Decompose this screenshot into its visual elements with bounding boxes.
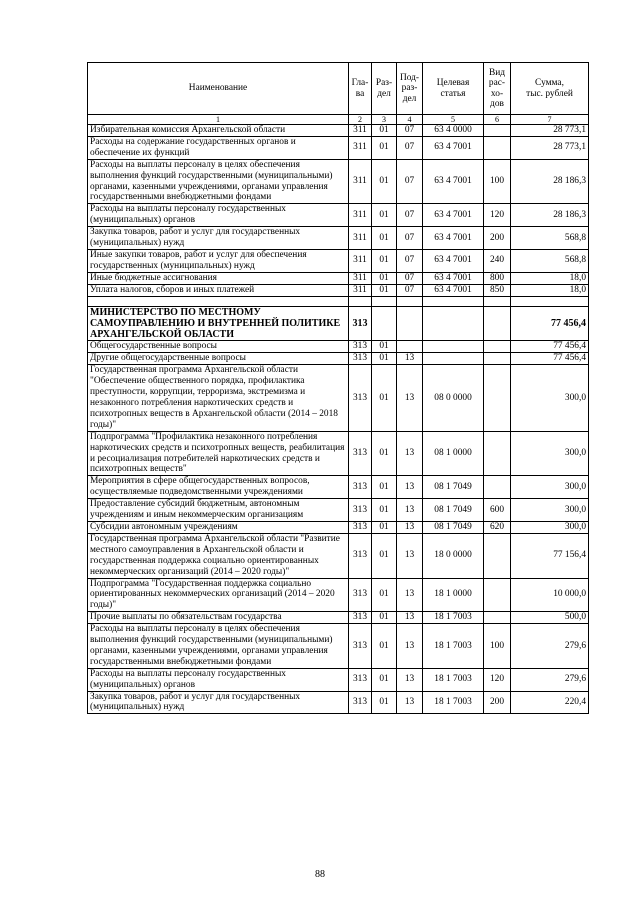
row-name: Расходы на выплаты персоналу государственных (муниципальных) органов bbox=[88, 204, 349, 227]
row-amount: 77 456,4 bbox=[511, 353, 589, 365]
row-name: Государственная программа Архангельской области "Обеспечение общественного порядка, профилактика преступности, коррупции, терроризма, экстремизма и незаконного потребления наркотических средств и психотропных веществ в Архангельской области (2014 – 2018 годы)" bbox=[88, 365, 349, 431]
table-row bbox=[88, 521, 589, 533]
row-name: Субсидии автономным учреждениям bbox=[88, 521, 349, 533]
column-number: 7 bbox=[511, 115, 589, 125]
row-subsection: 07 bbox=[397, 249, 423, 272]
row-name: Иные бюджетные ассигнования bbox=[88, 272, 349, 284]
row-section: 01 bbox=[372, 272, 397, 284]
row-name: Общегосударственные вопросы bbox=[88, 341, 349, 353]
row-name: Расходы на выплаты персоналу в целях обеспечения выполнения функций государственными (муниципальными) органами, казенными учреждениями, органами управления государственными внебюджетными фондами bbox=[88, 159, 349, 204]
spacer-row bbox=[88, 296, 589, 306]
table-row bbox=[88, 691, 589, 714]
row-chapter: 313 bbox=[349, 691, 372, 714]
row-target: 08 1 7049 bbox=[423, 499, 484, 522]
row-amount: 18,0 bbox=[511, 284, 589, 296]
row-expense-type bbox=[484, 533, 511, 578]
row-subsection: 13 bbox=[397, 365, 423, 431]
table-row bbox=[88, 125, 589, 137]
table-row bbox=[88, 249, 589, 272]
row-expense-type: 100 bbox=[484, 624, 511, 669]
row-expense-type bbox=[484, 353, 511, 365]
column-number: 3 bbox=[372, 115, 397, 125]
table-row bbox=[88, 136, 589, 159]
row-target: 08 1 7049 bbox=[423, 521, 484, 533]
row-chapter: 313 bbox=[349, 353, 372, 365]
header-amount: Сумма, тыс. рублей bbox=[511, 63, 589, 115]
row-target bbox=[423, 306, 484, 341]
row-chapter: 313 bbox=[349, 499, 372, 522]
row-target bbox=[423, 353, 484, 365]
table-row bbox=[88, 341, 589, 353]
header-target: Целевая статья bbox=[423, 63, 484, 115]
row-name: Избирательная комиссия Архангельской области bbox=[88, 125, 349, 137]
row-name: Закупка товаров, работ и услуг для государственных (муниципальных) нужд bbox=[88, 691, 349, 714]
header-section: Раз- дел bbox=[372, 63, 397, 115]
column-number-row bbox=[88, 115, 589, 125]
budget-table bbox=[87, 62, 589, 714]
row-expense-type bbox=[484, 431, 511, 476]
row-expense-type bbox=[484, 578, 511, 612]
row-subsection: 07 bbox=[397, 159, 423, 204]
row-amount: 77 156,4 bbox=[511, 533, 589, 578]
row-amount: 568,8 bbox=[511, 249, 589, 272]
row-expense-type bbox=[484, 306, 511, 341]
row-expense-type: 600 bbox=[484, 499, 511, 522]
row-expense-type: 200 bbox=[484, 691, 511, 714]
row-amount: 300,0 bbox=[511, 499, 589, 522]
row-section: 01 bbox=[372, 284, 397, 296]
row-name: Другие общегосударственные вопросы bbox=[88, 353, 349, 365]
row-chapter: 311 bbox=[349, 284, 372, 296]
table-row bbox=[88, 159, 589, 204]
row-expense-type bbox=[484, 476, 511, 499]
row-subsection: 13 bbox=[397, 499, 423, 522]
row-amount: 77 456,4 bbox=[511, 341, 589, 353]
row-chapter: 311 bbox=[349, 249, 372, 272]
row-section bbox=[372, 306, 397, 341]
row-section: 01 bbox=[372, 136, 397, 159]
row-expense-type: 100 bbox=[484, 159, 511, 204]
row-section: 01 bbox=[372, 204, 397, 227]
row-section: 01 bbox=[372, 476, 397, 499]
row-chapter: 311 bbox=[349, 272, 372, 284]
row-amount: 300,0 bbox=[511, 431, 589, 476]
row-name: Подпрограмма "Профилактика незаконного потребления наркотических средств и психотропных веществ, реабилитация и ресоциализация потребителей наркотических средств и психотропных веществ" bbox=[88, 431, 349, 476]
row-target: 08 0 0000 bbox=[423, 365, 484, 431]
table-row bbox=[88, 272, 589, 284]
row-subsection: 13 bbox=[397, 353, 423, 365]
row-chapter: 311 bbox=[349, 159, 372, 204]
table-row bbox=[88, 431, 589, 476]
row-chapter: 313 bbox=[349, 341, 372, 353]
row-name: Расходы на содержание государственных органов и обеспечение их функций bbox=[88, 136, 349, 159]
row-target: 18 0 0000 bbox=[423, 533, 484, 578]
row-amount: 300,0 bbox=[511, 476, 589, 499]
row-subsection: 13 bbox=[397, 521, 423, 533]
row-expense-type: 200 bbox=[484, 227, 511, 250]
row-chapter: 313 bbox=[349, 431, 372, 476]
empty-cell bbox=[511, 296, 589, 306]
row-chapter: 311 bbox=[349, 125, 372, 137]
column-number: 5 bbox=[423, 115, 484, 125]
row-section: 01 bbox=[372, 249, 397, 272]
table-row bbox=[88, 227, 589, 250]
row-subsection: 13 bbox=[397, 668, 423, 691]
page-number: 88 bbox=[315, 869, 325, 880]
row-name: Мероприятия в сфере общегосударственных вопросов, осуществляемые подведомственными учреждениями bbox=[88, 476, 349, 499]
header-expense-type: Вид рас- хо- дов bbox=[484, 63, 511, 115]
row-target: 63 4 7001 bbox=[423, 204, 484, 227]
row-target: 63 4 7001 bbox=[423, 284, 484, 296]
row-target: 18 1 7003 bbox=[423, 668, 484, 691]
row-target: 63 4 7001 bbox=[423, 272, 484, 284]
row-target: 63 4 7001 bbox=[423, 159, 484, 204]
row-name: Расходы на выплаты персоналу государственных (муниципальных) органов bbox=[88, 668, 349, 691]
row-expense-type bbox=[484, 136, 511, 159]
row-amount: 28 186,3 bbox=[511, 204, 589, 227]
row-subsection: 07 bbox=[397, 136, 423, 159]
row-section: 01 bbox=[372, 624, 397, 669]
row-name: Иные закупки товаров, работ и услуг для обеспечения государственных (муниципальных) нужд bbox=[88, 249, 349, 272]
row-target: 18 1 0000 bbox=[423, 578, 484, 612]
column-number: 4 bbox=[397, 115, 423, 125]
row-section: 01 bbox=[372, 159, 397, 204]
row-name: Подпрограмма "Государственная поддержка социально ориентированных некоммерческих организаций (2014 – 2020 годы)" bbox=[88, 578, 349, 612]
row-subsection: 13 bbox=[397, 624, 423, 669]
row-name: Расходы на выплаты персоналу в целях обеспечения выполнения функций государственными (муниципальными) органами, казенными учреждениями, органами управления государственными внебюджетными фондами bbox=[88, 624, 349, 669]
row-subsection bbox=[397, 306, 423, 341]
row-subsection: 07 bbox=[397, 284, 423, 296]
row-expense-type: 850 bbox=[484, 284, 511, 296]
row-amount: 10 000,0 bbox=[511, 578, 589, 612]
row-chapter: 313 bbox=[349, 306, 372, 341]
column-number: 6 bbox=[484, 115, 511, 125]
row-chapter: 311 bbox=[349, 204, 372, 227]
empty-cell bbox=[397, 296, 423, 306]
row-amount: 18,0 bbox=[511, 272, 589, 284]
row-name: Прочие выплаты по обязательствам государства bbox=[88, 612, 349, 624]
row-amount: 77 456,4 bbox=[511, 306, 589, 341]
row-section: 01 bbox=[372, 533, 397, 578]
row-section: 01 bbox=[372, 578, 397, 612]
row-name: Закупка товаров, работ и услуг для государственных (муниципальных) нужд bbox=[88, 227, 349, 250]
table-row bbox=[88, 353, 589, 365]
row-subsection: 07 bbox=[397, 227, 423, 250]
row-amount: 279,6 bbox=[511, 668, 589, 691]
row-chapter: 313 bbox=[349, 668, 372, 691]
table-row bbox=[88, 476, 589, 499]
row-amount: 220,4 bbox=[511, 691, 589, 714]
table-row bbox=[88, 578, 589, 612]
row-amount: 300,0 bbox=[511, 365, 589, 431]
table-row bbox=[88, 624, 589, 669]
row-name: Предоставление субсидий бюджетным, автономным учреждениям и иным некоммерческим организациям bbox=[88, 499, 349, 522]
row-subsection: 13 bbox=[397, 691, 423, 714]
row-amount: 568,8 bbox=[511, 227, 589, 250]
header-name: Наименование bbox=[88, 63, 349, 115]
table-row bbox=[88, 612, 589, 624]
row-target: 08 1 0000 bbox=[423, 431, 484, 476]
row-name: Государственная программа Архангельской области "Развитие местного самоуправления в Архангельской области и государственная поддержка социально ориентированных некоммерческих организаций (2014 – 2020 годы)" bbox=[88, 533, 349, 578]
row-section: 01 bbox=[372, 612, 397, 624]
table-row bbox=[88, 668, 589, 691]
header-row bbox=[88, 63, 589, 115]
row-subsection: 07 bbox=[397, 204, 423, 227]
table-row bbox=[88, 533, 589, 578]
empty-cell bbox=[349, 296, 372, 306]
row-amount: 300,0 bbox=[511, 521, 589, 533]
header-chapter: Гла- ва bbox=[349, 63, 372, 115]
row-subsection: 13 bbox=[397, 431, 423, 476]
row-chapter: 313 bbox=[349, 476, 372, 499]
row-target: 18 1 7003 bbox=[423, 691, 484, 714]
row-chapter: 313 bbox=[349, 578, 372, 612]
row-expense-type: 120 bbox=[484, 204, 511, 227]
header-subsection: Под- раз- дел bbox=[397, 63, 423, 115]
row-chapter: 313 bbox=[349, 612, 372, 624]
empty-cell bbox=[88, 296, 349, 306]
row-expense-type: 800 bbox=[484, 272, 511, 284]
row-expense-type bbox=[484, 125, 511, 137]
row-chapter: 313 bbox=[349, 521, 372, 533]
row-section: 01 bbox=[372, 125, 397, 137]
row-expense-type: 620 bbox=[484, 521, 511, 533]
row-expense-type bbox=[484, 612, 511, 624]
row-amount: 279,6 bbox=[511, 624, 589, 669]
row-target: 63 4 7001 bbox=[423, 136, 484, 159]
row-section: 01 bbox=[372, 668, 397, 691]
row-section: 01 bbox=[372, 341, 397, 353]
empty-cell bbox=[423, 296, 484, 306]
row-target bbox=[423, 341, 484, 353]
row-subsection: 13 bbox=[397, 533, 423, 578]
table-row bbox=[88, 365, 589, 431]
row-target: 63 4 7001 bbox=[423, 249, 484, 272]
row-section: 01 bbox=[372, 499, 397, 522]
row-subsection: 07 bbox=[397, 125, 423, 137]
column-number: 2 bbox=[349, 115, 372, 125]
row-chapter: 311 bbox=[349, 227, 372, 250]
empty-cell bbox=[484, 296, 511, 306]
row-section: 01 bbox=[372, 691, 397, 714]
empty-cell bbox=[372, 296, 397, 306]
row-section: 01 bbox=[372, 431, 397, 476]
row-name: Уплата налогов, сборов и иных платежей bbox=[88, 284, 349, 296]
row-subsection: 13 bbox=[397, 476, 423, 499]
row-target: 63 4 0000 bbox=[423, 125, 484, 137]
row-expense-type: 240 bbox=[484, 249, 511, 272]
row-chapter: 313 bbox=[349, 533, 372, 578]
table-row bbox=[88, 204, 589, 227]
row-expense-type: 120 bbox=[484, 668, 511, 691]
row-expense-type bbox=[484, 365, 511, 431]
row-chapter: 313 bbox=[349, 365, 372, 431]
row-amount: 28 773,1 bbox=[511, 136, 589, 159]
row-chapter: 311 bbox=[349, 136, 372, 159]
row-subsection bbox=[397, 341, 423, 353]
row-expense-type bbox=[484, 341, 511, 353]
column-number: 1 bbox=[88, 115, 349, 125]
row-subsection: 07 bbox=[397, 272, 423, 284]
row-amount: 28 773,1 bbox=[511, 125, 589, 137]
ministry-row bbox=[88, 306, 589, 341]
row-section: 01 bbox=[372, 227, 397, 250]
row-target: 18 1 7003 bbox=[423, 624, 484, 669]
row-subsection: 13 bbox=[397, 612, 423, 624]
row-target: 63 4 7001 bbox=[423, 227, 484, 250]
row-target: 18 1 7003 bbox=[423, 612, 484, 624]
table-body bbox=[88, 125, 589, 714]
row-section: 01 bbox=[372, 353, 397, 365]
row-name: МИНИСТЕРСТВО ПО МЕСТНОМУ САМОУПРАВЛЕНИЮ И ВНУТРЕННЕЙ ПОЛИТИКЕ АРХАНГЕЛЬСКОЙ ОБЛАСТИ bbox=[88, 306, 349, 341]
row-amount: 500,0 bbox=[511, 612, 589, 624]
row-section: 01 bbox=[372, 521, 397, 533]
row-amount: 28 186,3 bbox=[511, 159, 589, 204]
row-section: 01 bbox=[372, 365, 397, 431]
table-row bbox=[88, 499, 589, 522]
row-target: 08 1 7049 bbox=[423, 476, 484, 499]
table-row bbox=[88, 284, 589, 296]
row-subsection: 13 bbox=[397, 578, 423, 612]
row-chapter: 313 bbox=[349, 624, 372, 669]
